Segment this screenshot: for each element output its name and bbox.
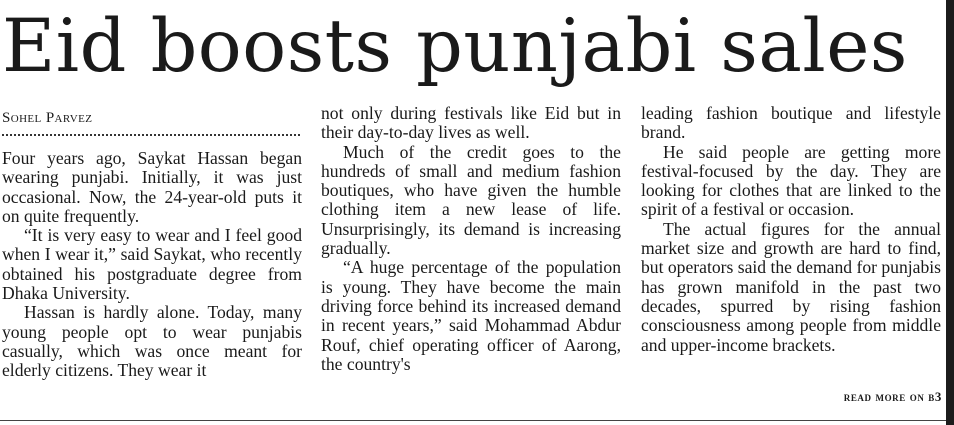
page-edge-rule xyxy=(946,0,954,425)
paragraph: Hassan is hardly alone. Today, many young people opt to wear punjabis casually, which was once meant for elderly citizens. They wear it xyxy=(2,302,302,381)
byline-divider xyxy=(2,134,300,136)
column-1 xyxy=(2,149,302,381)
paragraph: The actual figures for the annual market size and growth are hard to find, but operators said the demand for punjabis has grown manifold in the past two decades, spurred by rising fashion consciousness among people from middle and upper-income brackets. xyxy=(641,218,941,355)
paragraph: “A huge percentage of the population is young. They have become the main driving force behind its increased demand in recent years,” said Mohammad Abdur Rouf, chief operating officer of Aarong, the country's xyxy=(321,257,621,374)
paragraph: leading fashion boutique and lifestyle brand. xyxy=(641,103,941,143)
column-3 xyxy=(641,104,941,355)
bottom-rule xyxy=(0,420,946,421)
headline: Eid boosts punjabi sales xyxy=(2,4,908,89)
read-more-link[interactable]: read more on b3 xyxy=(843,389,942,404)
paragraph: “It is very easy to wear and I feel good when I wear it,” said Saykat, who recently obtained his postgraduate degree from Dhaka University. xyxy=(2,225,302,304)
paragraph: not only during festivals like Eid but in their day-to-day lives as well. xyxy=(321,103,621,143)
byline: Sohel Parvez xyxy=(2,110,93,126)
paragraph: Four years ago, Saykat Hassan began wearing punjabi. Initially, it was just occasional. Now, the 24-year-old puts it on quite frequently. xyxy=(2,148,302,226)
column-2 xyxy=(321,104,621,374)
paragraph: He said people are getting more festival-focused by the day. They are looking for clothes that are linked to the spirit of a festival or occasion. xyxy=(641,141,941,220)
paragraph: Much of the credit goes to the hundreds of small and medium fashion boutiques, who have given the humble clothing item a new lease of life. Unsurprisingly, its demand is increasing gradually. xyxy=(321,141,621,259)
